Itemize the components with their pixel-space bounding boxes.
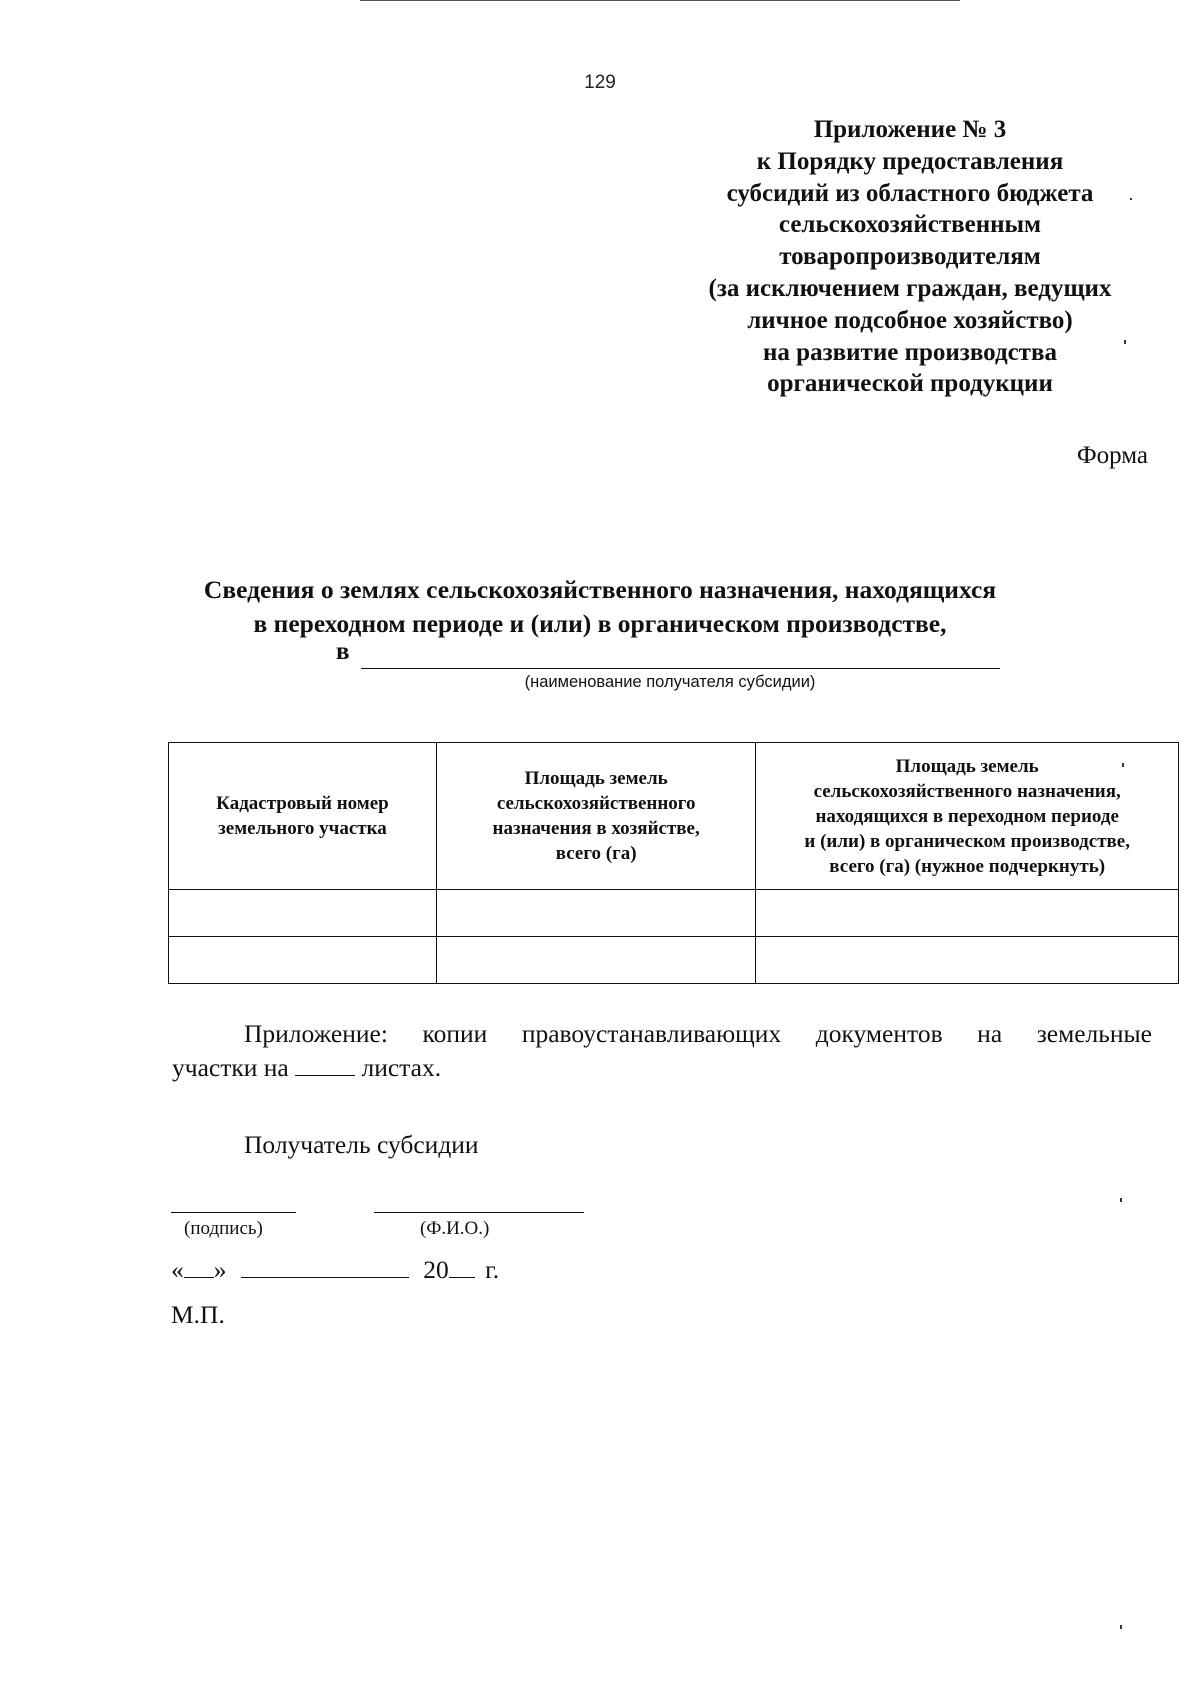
scan-speck (1122, 763, 1124, 767)
table-cell (756, 937, 1179, 984)
stamp-placeholder: М.П. (171, 1300, 225, 1329)
signature-caption: (подпись) (184, 1218, 263, 1239)
form-label: Форма (1076, 442, 1148, 469)
signature-blank (171, 1212, 296, 1213)
table-cell (436, 937, 755, 984)
title-line: в переходном периоде и (или) в органическом производстве, (253, 609, 947, 638)
year-blank (449, 1255, 475, 1278)
recipient-prefix: в (336, 638, 350, 665)
year-suffix: г. (485, 1255, 500, 1284)
annex-header (660, 114, 1160, 400)
header-total-area: Площадь земель сельскохозяйственного назначения в хозяйстве, всего (га) (436, 743, 755, 890)
scan-artifact-line (360, 0, 960, 1)
recipient-caption: (наименование получателя субсидии) (524, 673, 816, 691)
annex-line: Приложение № 3 (813, 116, 1007, 143)
date-close-quote: » (213, 1255, 227, 1284)
scan-speck (1120, 1198, 1122, 1202)
page-number: 129 (584, 72, 616, 93)
table-row (169, 890, 1179, 937)
annex-line: (за исключением граждан, ведущих (708, 274, 1112, 302)
annex-line: на развитие производства (763, 338, 1057, 366)
annex-line: субсидий из областного бюджета (726, 179, 1094, 207)
table-cell (169, 890, 437, 937)
attachment-line: Приложение: копии правоустанавливающих документов на земельные (244, 1019, 1152, 1048)
date-row (171, 1255, 499, 1285)
annex-line: к Порядку предоставления (756, 147, 1064, 175)
scan-speck (1130, 198, 1132, 200)
table-cell (169, 937, 437, 984)
date-open-quote: « (171, 1255, 184, 1284)
header-cadastral-number: Кадастровый номер земельного участка (169, 743, 437, 890)
recipient-name-blank (361, 668, 1000, 669)
document-title (0, 573, 1200, 641)
annex-line: товаропроизводителям (779, 243, 1041, 271)
annex-line: личное подсобное хозяйство) (747, 306, 1073, 334)
header-organic-area: Площадь земель сельскохозяйственного назначения, находящихся в переходном периоде и (или) в органическом производстве, всего (га) (нужное подчеркнуть) (756, 743, 1179, 890)
year-prefix: 20 (423, 1255, 449, 1284)
day-blank (184, 1255, 214, 1278)
month-blank (241, 1255, 409, 1278)
sheet-count-blank (295, 1053, 355, 1076)
annex-line: органической продукции (767, 370, 1053, 398)
annex-line: сельскохозяйственным (778, 211, 1042, 239)
recipient-label: Получатель субсидии (244, 1130, 479, 1159)
table-row (169, 937, 1179, 984)
attachment-line: участки на листах. (172, 1053, 442, 1082)
scan-speck (1124, 340, 1126, 344)
title-line: Сведения о землях сельскохозяйственного назначения, находящихся (203, 575, 997, 604)
full-name-caption: (Ф.И.О.) (420, 1218, 490, 1239)
full-name-blank (374, 1212, 584, 1213)
attachment-note (172, 1017, 1152, 1085)
table-header-row (169, 743, 1179, 890)
table-cell (436, 890, 755, 937)
table-cell (756, 890, 1179, 937)
land-data-table (168, 742, 1179, 984)
scan-speck (1120, 1625, 1122, 1629)
